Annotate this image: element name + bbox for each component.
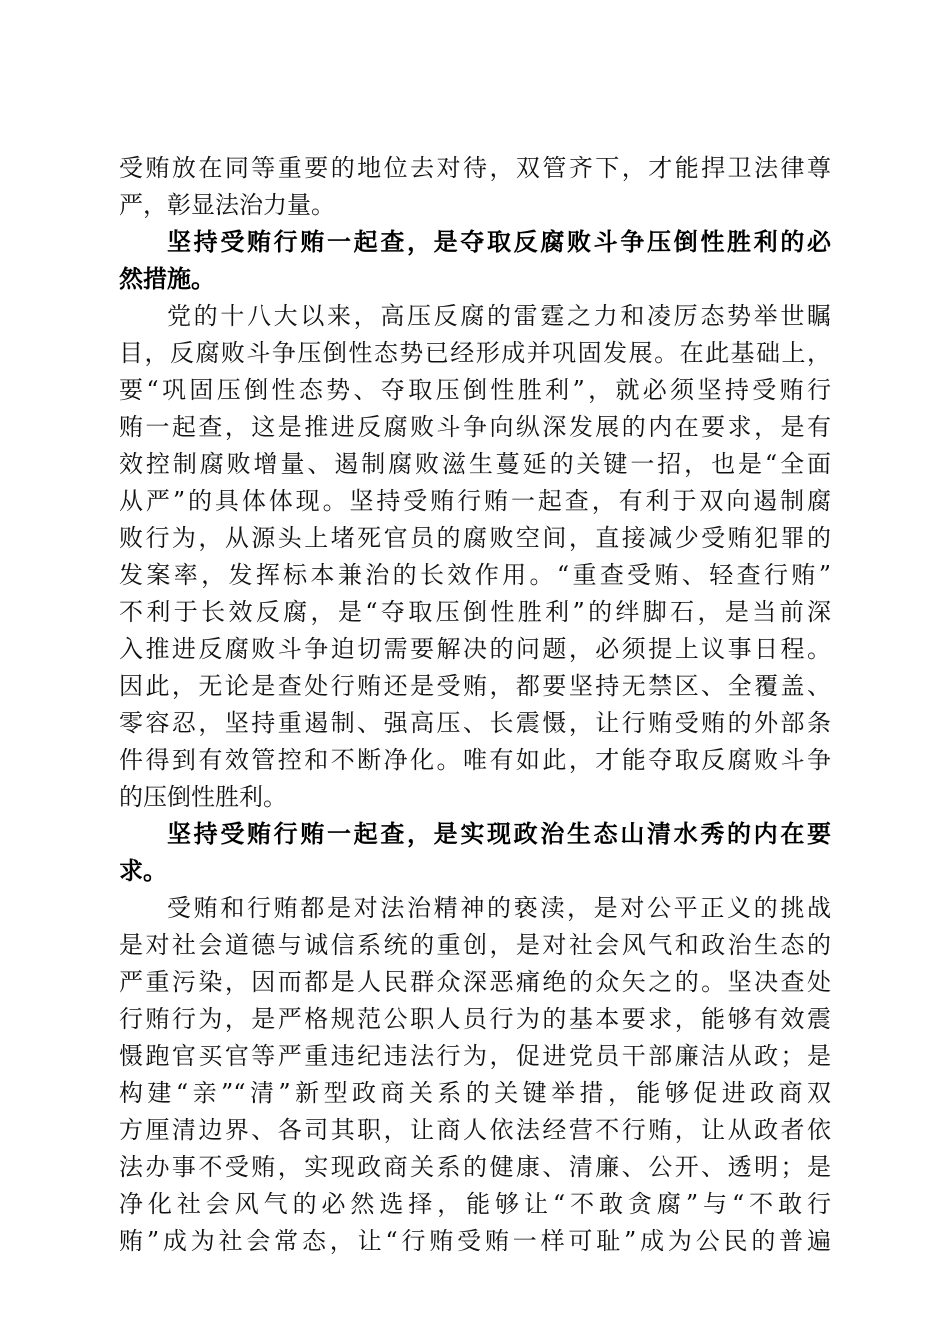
text-line: 慑跑官买官等严重违纪违法行为，促进党员干部廉洁从政；是	[119, 1042, 831, 1070]
heading-line: 坚持受贿行贿一起查，是实现政治生态山清水秀的内在要	[167, 820, 831, 848]
text-line: 法办事不受贿，实现政商关系的健康、清廉、公开、透明；是	[119, 1153, 831, 1181]
text-column	[119, 150, 831, 1260]
section-heading	[119, 816, 831, 890]
text-line: 目，反腐败斗争压倒性态势已经形成并巩固发展。在此基础上，	[119, 339, 831, 367]
text-line: 的压倒性胜利。	[119, 783, 287, 811]
paragraph-continuation	[119, 150, 831, 224]
heading-line: 然措施。	[119, 265, 215, 293]
text-line: 受贿和行贿都是对法治精神的亵渎，是对公平正义的挑战	[167, 894, 831, 922]
text-line: 不利于长效反腐，是“夺取压倒性胜利”的绊脚石，是当前深	[119, 598, 831, 626]
text-line: 因此，无论是查处行贿还是受贿，都要坚持无禁区、全覆盖、	[119, 672, 831, 700]
text-line: 效控制腐败增量、遏制腐败滋生蔓延的关键一招，也是“全面	[119, 450, 831, 478]
paragraph	[119, 890, 831, 1260]
section-heading	[119, 224, 831, 298]
text-line: 构建“亲”“清”新型政商关系的关键举措，能够促进政商双	[119, 1079, 831, 1107]
text-line: 从严”的具体体现。坚持受贿行贿一起查，有利于双向遏制腐	[119, 487, 831, 515]
text-line: 受贿放在同等重要的地位去对待，双管齐下，才能捍卫法律尊	[119, 154, 831, 182]
text-line: 发案率，发挥标本兼治的长效作用。“重查受贿、轻查行贿”	[119, 561, 831, 589]
text-line: 件得到有效管控和不断净化。唯有如此，才能夺取反腐败斗争	[119, 746, 831, 774]
text-line: 净化社会风气的必然选择，能够让“不敢贪腐”与“不敢行	[119, 1190, 831, 1218]
text-line: 贿”成为社会常态，让“行贿受贿一样可耻”成为公民的普遍	[119, 1227, 831, 1255]
text-line: 零容忍，坚持重遏制、强高压、长震慑，让行贿受贿的外部条	[119, 709, 831, 737]
text-line: 要“巩固压倒性态势、夺取压倒性胜利”，就必须坚持受贿行	[119, 376, 831, 404]
heading-line: 坚持受贿行贿一起查，是夺取反腐败斗争压倒性胜利的必	[167, 228, 831, 256]
text-line: 是对社会道德与诚信系统的重创，是对社会风气和政治生态的	[119, 931, 831, 959]
text-line: 严重污染，因而都是人民群众深恶痛绝的众矢之的。坚决查处	[119, 968, 831, 996]
heading-line: 求。	[119, 857, 167, 885]
text-line: 入推进反腐败斗争迫切需要解决的问题，必须提上议事日程。	[119, 635, 831, 663]
text-line: 严，彰显法治力量。	[119, 191, 335, 219]
paragraph	[119, 298, 831, 816]
text-line: 行贿行为，是严格规范公职人员行为的基本要求，能够有效震	[119, 1005, 831, 1033]
text-line: 贿一起查，这是推进反腐败斗争向纵深发展的内在要求，是有	[119, 413, 831, 441]
text-line: 败行为，从源头上堵死官员的腐败空间，直接减少受贿犯罪的	[119, 524, 831, 552]
text-line: 方厘清边界、各司其职，让商人依法经营不行贿，让从政者依	[119, 1116, 831, 1144]
text-line: 党的十八大以来，高压反腐的雷霆之力和凌厉态势举世瞩	[167, 302, 831, 330]
